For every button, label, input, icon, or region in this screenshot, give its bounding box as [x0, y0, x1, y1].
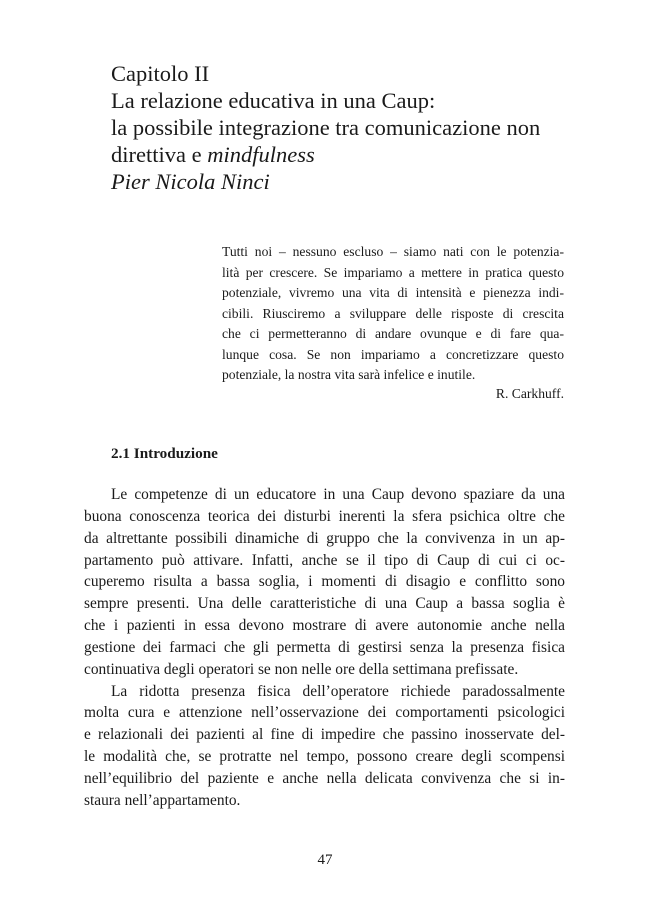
epigraph-line: cibili. Riusciremo a sviluppare delle risposte di crescita — [222, 305, 564, 321]
epigraph-line: che ci permetteranno di andare ovunque e di fare qua- — [222, 326, 564, 341]
section-title: 2.1 Introduzione — [111, 445, 218, 462]
chapter-author: Pier Nicola Ninci — [111, 169, 270, 194]
epigraph-line: lunque cosa. Se non impariamo a concretizzare questo — [222, 346, 564, 362]
paragraph-line: continuativa degli operatori se non nelle ore della settimana prefissate. — [84, 660, 519, 678]
chapter-title-line-3-prefix: direttiva e — [111, 142, 208, 167]
chapter-title-line-2: la possibile integrazione tra comunicazione non — [111, 115, 541, 140]
paragraph-line: Le competenze di un educatore in una Caup devono spaziare da una — [111, 486, 565, 503]
epigraph-quote — [222, 242, 564, 386]
paragraph-line: sempre presenti. Una delle caratteristiche di una Caup a bassa soglia è — [84, 595, 565, 613]
epigraph-line: potenziale, la nostra vita sarà infelice e inutile. — [222, 367, 476, 382]
chapter-heading — [111, 60, 581, 195]
paragraph-line: nell’equilibrio del paziente e anche nella delicata convivenza che si in- — [84, 769, 565, 787]
paragraph-line: partamento può attivare. Infatti, anche se il tipo di Caup di cui ci oc- — [84, 551, 565, 569]
page-number: 47 — [317, 852, 333, 868]
paragraph-line: e relazionali dei pazienti al fine di impedire che passino inosservate del- — [84, 726, 565, 744]
chapter-number: Capitolo II — [111, 61, 210, 86]
paragraph-line: le modalità che, se protratte nel tempo, possono creare degli scompensi — [84, 748, 565, 766]
epigraph-line: Tutti noi – nessuno escluso – siamo nati con le potenzia- — [222, 244, 564, 259]
chapter-title-italic-word: mindfulness — [207, 142, 315, 167]
epigraph-line: lità per crescere. Se impariamo a mettere in pratica questo — [222, 264, 564, 280]
epigraph-line: potenziale, vivremo una vita di intensità e pienezza indi- — [222, 285, 564, 300]
body-text — [84, 484, 565, 812]
paragraph-line: che i pazienti in essa devono mostrare di avere autonomie anche nella — [84, 617, 565, 635]
paragraph-line: da altrettante possibili dinamiche di gruppo che la convivenza in un ap- — [84, 529, 565, 547]
paragraph-line: La ridotta presenza fisica dell’operatore richiede paradossalmente — [111, 682, 565, 700]
epigraph-author: R. Carkhuff. — [495, 386, 564, 401]
chapter-title-line-1: La relazione educativa in una Caup: — [111, 88, 436, 113]
paragraph-line: cuperemo risulta a bassa soglia, i momenti di disagio e conflitto sono — [84, 573, 565, 591]
paragraph-line: buona conoscenza teorica dei disturbi inerenti la sfera psichica oltre che — [84, 507, 565, 525]
chapter-title-line-3 — [111, 141, 581, 168]
paragraph-line: gestione dei farmaci che gli permetta di gestirsi senza la presenza fisica — [84, 638, 565, 656]
paragraph-line: staura nell’appartamento. — [84, 791, 241, 809]
paragraph-line: molta cura e attenzione nell’osservazione dei comportamenti psicologici — [84, 704, 565, 722]
